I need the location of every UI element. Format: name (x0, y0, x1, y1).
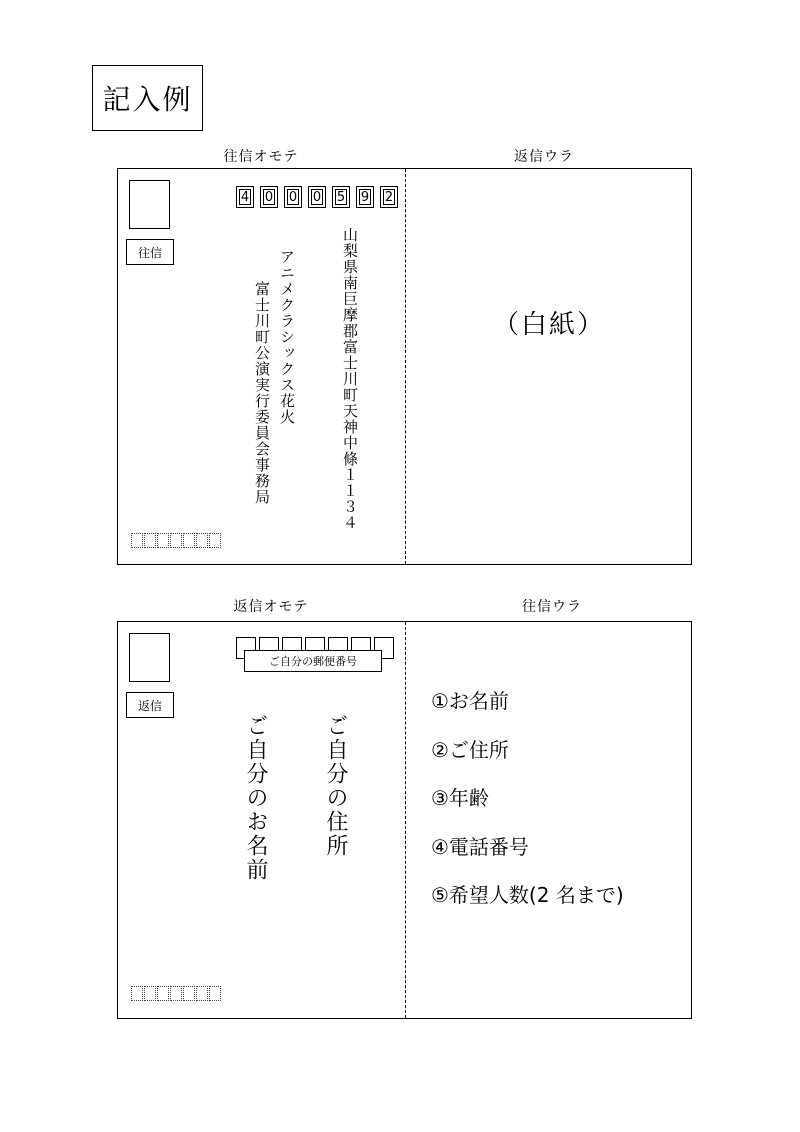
list-item: ①お名前 (431, 689, 509, 713)
recipient-name-line1: アニメクラシックス花火 (278, 249, 296, 425)
zip-digit: 4 (236, 186, 254, 208)
own-address: ご自分の住所 (323, 714, 348, 858)
caption-reply-back: 返信ウラ (514, 149, 574, 165)
fold-line (405, 622, 406, 1018)
stamp-area (129, 633, 170, 682)
caption-reply-front: 返信オモテ (233, 599, 309, 615)
sender-postal-boxes (131, 986, 221, 1001)
zip-digit: 2 (380, 186, 398, 208)
zip-digit: 0 (260, 186, 278, 208)
zip-digit: 9 (356, 186, 374, 208)
postcard-outgoing (117, 168, 692, 565)
blank-note: （白紙） (493, 310, 606, 340)
recipient-name-line2: 富士川町公演実行委員会事務局 (253, 281, 271, 505)
sender-postal-boxes (131, 533, 221, 548)
zip-digit: 0 (284, 186, 302, 208)
page-title: 記入例 (92, 65, 203, 131)
caption-outgoing-back: 往信ウラ (522, 599, 582, 615)
zip-digit: 0 (308, 186, 326, 208)
reply-label: 返信 (126, 692, 174, 718)
list-item: ⑤希望人数(2 名まで) (431, 883, 624, 907)
caption-outgoing-front: 往信オモテ (223, 149, 299, 165)
recipient-address: 山梨県南巨摩郡富士川町天神中條１１３４ (341, 227, 359, 531)
list-item: ②ご住所 (431, 737, 509, 762)
own-name: ご自分のお名前 (243, 714, 268, 882)
reply-items (431, 685, 624, 928)
zip-digit: 5 (332, 186, 350, 208)
postcard-reply (117, 621, 692, 1019)
fold-line (405, 169, 406, 564)
own-postal-code-label: ご自分の郵便番号 (244, 650, 382, 672)
postal-code (236, 186, 398, 208)
outgoing-label: 往信 (126, 239, 174, 265)
list-item: ④電話番号 (431, 834, 529, 859)
list-item: ③年齢 (431, 786, 489, 810)
stamp-area (129, 180, 170, 229)
